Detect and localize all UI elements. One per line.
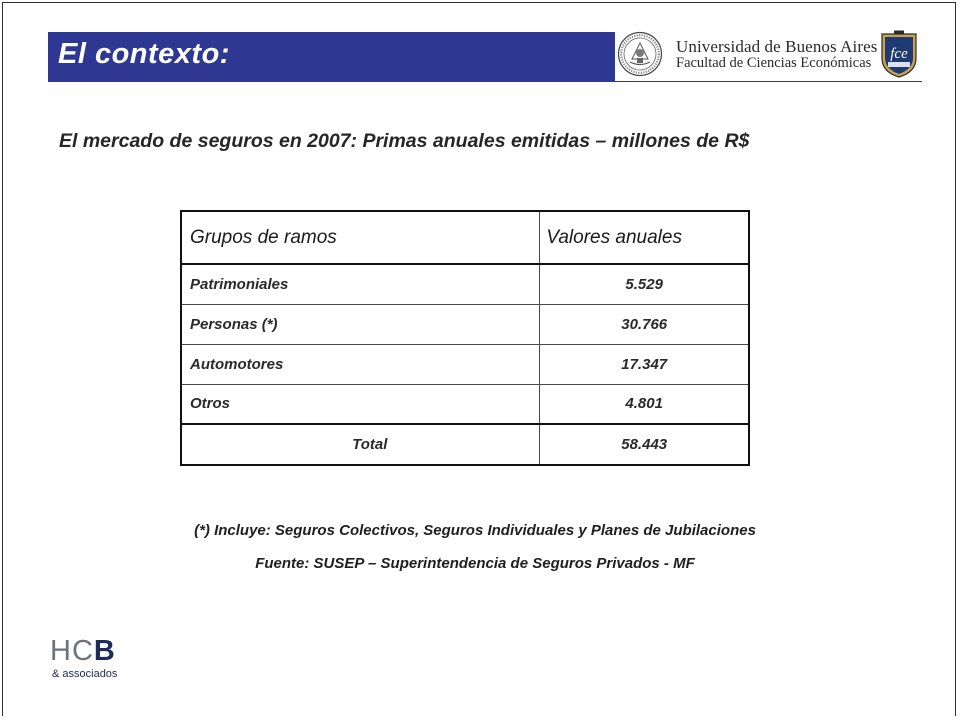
column-header-groups: Grupos de ramos	[181, 211, 540, 264]
row-label: Personas (*)	[181, 304, 540, 344]
total-label: Total	[181, 424, 540, 465]
row-label: Patrimoniales	[181, 264, 540, 304]
footnote: (*) Incluye: Seguros Colectivos, Seguros Individuales y Planes de Jubilaciones	[194, 522, 756, 539]
fce-shield-text: fce	[890, 46, 908, 62]
fce-shield-logo	[879, 30, 919, 78]
premiums-table	[180, 210, 750, 466]
university-name	[676, 38, 877, 72]
total-value: 58.443	[540, 424, 749, 465]
table-row	[181, 304, 749, 344]
row-value: 5.529	[540, 264, 749, 304]
page-title: El contexto:	[58, 38, 230, 70]
table-total-row	[181, 424, 749, 465]
row-label: Automotores	[181, 344, 540, 384]
row-value: 30.766	[540, 304, 749, 344]
hcb-logo-bold-letter: B	[93, 635, 116, 667]
university-name-line1: Universidad de Buenos Aires	[676, 37, 878, 56]
slide-subtitle: El mercado de seguros en 2007: Primas anuales emitidas – millones de R$	[59, 130, 750, 152]
header-divider	[615, 81, 922, 82]
table-row	[181, 344, 749, 384]
row-label: Otros	[181, 384, 540, 424]
hcb-logo-letters: HC	[50, 635, 94, 667]
source-note: Fuente: SUSEP – Superintendencia de Seguros Privados - MF	[255, 555, 695, 572]
hcb-logo	[50, 636, 116, 666]
table-row	[181, 384, 749, 424]
table-row	[181, 264, 749, 304]
column-header-values: Valores anuales	[540, 211, 749, 264]
university-seal-icon	[617, 31, 663, 77]
university-name-line2: Facultad de Ciencias Económicas	[676, 55, 872, 71]
hcb-logo-subtitle: & associados	[52, 668, 118, 680]
row-value: 17.347	[540, 344, 749, 384]
table-header-row	[181, 211, 749, 264]
row-value: 4.801	[540, 384, 749, 424]
